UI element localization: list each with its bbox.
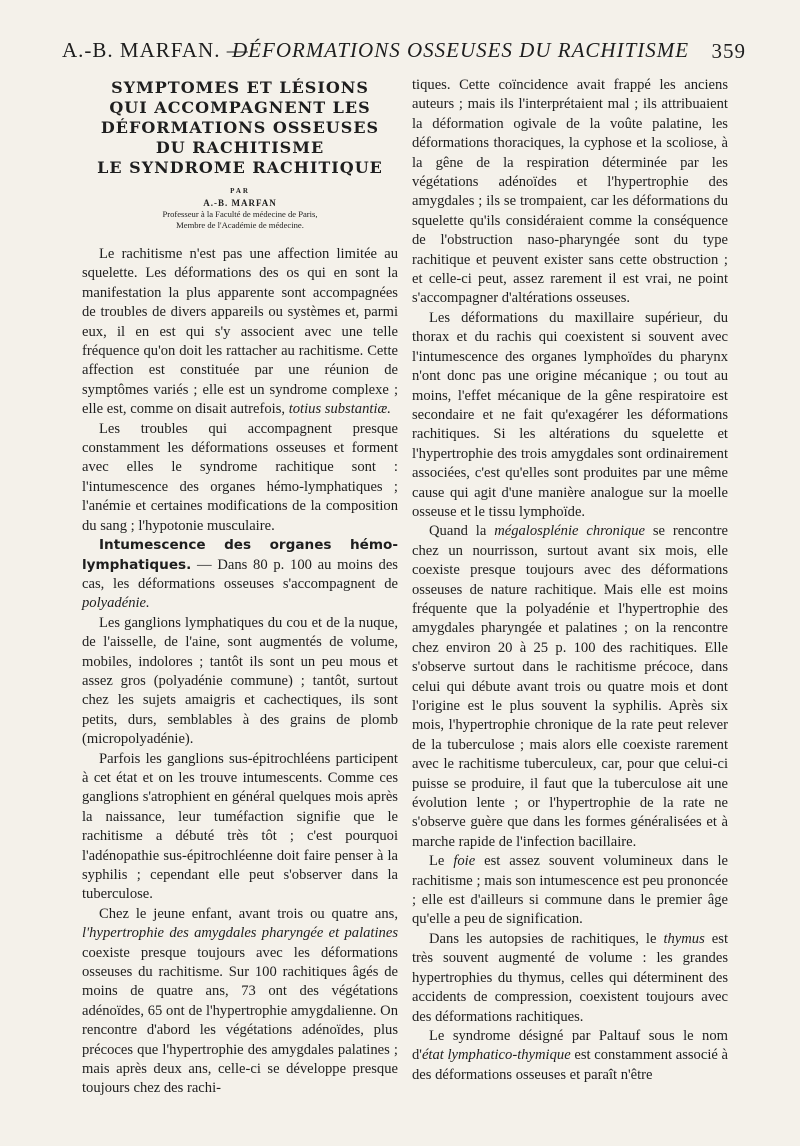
italic-text: polyadénie.	[82, 595, 150, 612]
paragraph	[82, 245, 398, 420]
left-column	[82, 76, 398, 1099]
article-title-line: LE SYNDROME RACHITIQUE	[97, 158, 383, 177]
paragraph: Les déformations du maxillaire supérieur, du thorax et du rachis qui coexistent si souvent avec l'intumescence des organes lymphoïdes du pharynx n'ont donc pas une origine mécanique ; ou tout au moins, l'effet mécanique de la gêne respiratoire est secondaire et ne fait qu'exagérer les déformations rachitiques. Si les altérations du squelette et l'hypertrophie des trois amygdales sont ordinairement associées, c'est qu'elles sont produites par une même cause qui agit d'une manière analogue sur la moelle osseuse et le tissu lymphoïde.	[412, 309, 728, 520]
article-title-line: SYMPTOMES ET LÉSIONS	[111, 78, 369, 97]
article-title-line: DÉFORMATIONS OSSEUSES	[100, 118, 380, 137]
running-head	[62, 38, 746, 68]
paragraph	[412, 522, 728, 852]
paragraph-text: est assez souvent volumineux dans le rachitisme ; mais son intumescence est peu prononcée ; elle est d'ailleurs si commune dans le premier âge qu'elle a peu de signification.	[412, 853, 728, 928]
paragraph	[82, 905, 398, 1099]
paragraph: Les troubles qui accompagnent presque constamment les déformations osseuses et forment avec elles le syndrome rachitique sont : l'intumescence des organes hémo-lymphatiques ; l'anémie et certaines modifications de la composition du sang ; l'hypotonie musculaire.	[82, 420, 398, 534]
running-head-title: DÉFORMATIONS OSSEUSES DU RACHITISME	[232, 38, 690, 62]
paragraph	[412, 930, 728, 1027]
paragraph-text: est très souvent augmenté de volume : les grandes hypertrophies du thymus, celles qui déterminent des accidents de compression, coexistent toujours avec des déformations rachitiques.	[412, 930, 729, 1025]
paragraph-text: est constamment associé à des déformations osseuses et paraît n'être	[412, 1047, 728, 1083]
affiliation-line: Membre de l'Académie de médecine.	[176, 220, 304, 230]
paragraph	[82, 536, 398, 614]
italic-text: foie	[453, 853, 476, 870]
author-affiliation	[82, 209, 398, 231]
paragraph-text: Chez le jeune enfant, avant trois ou quatre ans,	[99, 905, 398, 922]
byline-author: A.-B. MARFAN	[203, 198, 277, 208]
paragraph-text: coexiste presque toujours avec les déformations osseuses du rachitisme. Sur 100 rachitiques âgés de moins de quatre ans, 73 ont des végétations adénoïdes, 65 ont de l'hypertrophie amygdalienne. On rencontre d'abord les végétations adénoïdes, plus précoces que l'hypertrophie des amygdales palatines ; mais après deux ans, celle-ci se développe presque toujours chez des rachi-	[82, 944, 398, 1097]
article-title-line: DU RACHITISME	[155, 138, 325, 157]
italic-text: thymus	[663, 930, 705, 947]
paragraph-text: Le syndrome désigné par Paltauf sous le nom d'	[412, 1027, 728, 1064]
running-head-author: A.-B. MARFAN. —	[62, 38, 249, 62]
paragraph-text: Le	[429, 853, 445, 870]
article-title	[82, 78, 398, 178]
italic-text: mégalosplénie chronique	[494, 523, 645, 540]
italic-text: l'hypertrophie des amygdales pharyngée et palatines	[82, 925, 398, 942]
byline-par: PAR	[230, 187, 250, 195]
paragraph: Parfois les ganglions sus-épitrochléens participent à cet état et on les trouve intumescents. Comme ces ganglions s'atrophient en général quelques mois après la naissance, leur tuméfaction signifie que le rachitisme a débuté très tôt ; c'est pourquoi l'adénopathie sus-épitrochléenne doit faire penser à la syphilis ; cependant elle peut s'observer dans la tuberculose.	[82, 750, 398, 903]
paragraph-text: se rencontre chez un nourrisson, surtout avant six mois, elle coexiste presque toujours avec des déformations osseuses de nature rachitique. Mais elle est moins fréquente que la polyadénie et l'hypertrophie des amygdales pharyngée et palatines ; on la rencontre chez environ 20 à 25 p. 100 des rachitiques. Elle s'observe surtout dans le rachitisme précoce, dans celui qui débute avant trois ou quatre mois et dont l'origine est le plus souvent la syphilis. Après six mois, l'hypertrophie chronique de la rate peut relever de la tuberculose ; mais alors elle coexiste rarement avec le rachitisme tuberculeux, car, pour que celui-ci puisse se produire, il faut que la tuberculose ait une évolution lente ; or l'hypertrophie de la rate ne s'observe guère que dans les formes généralisées et à marche rapide de l'infection bacillaire.	[412, 523, 728, 850]
section-heading: Intumescence des organes hémo-lymphatiques.	[82, 537, 398, 573]
right-column	[412, 76, 728, 1085]
paragraph-text: Dans les autopsies de rachitiques, le	[429, 930, 657, 947]
italic-text: état lymphatico-thymique	[421, 1047, 571, 1064]
paragraph	[412, 1027, 728, 1085]
page-number: 359	[711, 39, 746, 63]
paragraph: tiques. Cette coïncidence avait frappé les anciens auteurs ; mais ils l'interprétaient mal ; ils attribuaient la déformation ogivale de la voûte palatine, les déformations thoraciques, la cyphose et la scoliose, à la gêne de la respiration déterminée par les végétations adénoïdes et l'hypertrophie des amygdales ; ils se trompaient, car les déformations du squelette qu'ils considéraient comme la conséquence de l'obstruction naso-pharyngée sont du type rachitique et peuvent exister sans cette obstruction ; et celle-ci peut, assez rarement il est vrai, ne point s'accompagner d'altérations osseuses.	[412, 77, 728, 307]
paragraph	[412, 852, 728, 930]
affiliation-line: Professeur à la Faculté de médecine de Paris,	[162, 209, 318, 219]
paragraph-text: Le rachitisme n'est pas une affection limitée au squelette. Les déformations des os qui en sont la manifestation la plus apparente sont accompagnées de troubles de divers appareils ou systèmes et, parmi eux, il en est qui s'y associent avec une telle fréquence qu'on doit les rattacher au rachitisme. Cette affection est constituée par une réunion de symptômes variés ; elle est un syndrome complexe ; elle est, comme on disait autrefois,	[82, 246, 398, 418]
article-title-line: QUI ACCOMPAGNENT LES	[109, 98, 371, 117]
paragraph-text: Quand la	[429, 523, 487, 540]
paragraph-text: — Dans 80 p. 100 au moins des cas, les déformations osseuses s'accompagnent de	[82, 556, 398, 592]
italic-text: totius substantiæ.	[288, 401, 391, 418]
paragraph: Les ganglions lymphatiques du cou et de la nuque, de l'aisselle, de l'aine, sont augmentés de volume, mobiles, indolores ; tantôt ils sont un peu mous et assez gros (polyadénie commune) ; tantôt, surtout chez les sujets amaigris et cachectiques, ils sont petits, durs, semblables à des grains de plomb (micropolyadénie).	[82, 614, 398, 748]
